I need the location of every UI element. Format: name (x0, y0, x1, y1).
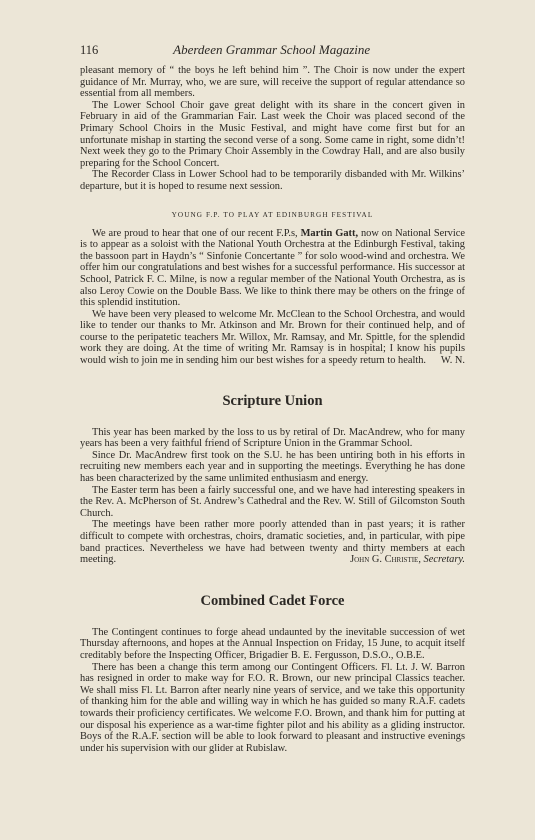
su-paragraph-1: This year has been marked by the loss to us by retiral of Dr. MacAndrew, who for many years has been a very faithful friend of Scripture Union in the Grammar School. (80, 426, 465, 450)
orchestra-p1-rest: now on National Service is to appear as a soloist with the National Youth Orchestra at the Edinburgh Festival, taking the bassoon part in Haydn’s “ Sinfonie Concertante ” for solo wood-wind and orchestra. We offer him our congratulations and best wishes for a successful performance. His successor at School, Patrick F. C. Milne, is now a regular member of the National Youth Orchestra, as is also Leroy Cowie on the Double Bass. We like to think there may be others on the fringe of this splendid institution. (80, 227, 465, 309)
choir-paragraph-2: The Lower School Choir gave great delight with its share in the concert given in February in aid of the Grammarian Fair. Last week the Choir was placed second of the Primary School Choirs in the Music Festival, and might have come first but for an unfortunate mishap in starting the second verse of a song. Some came in right, some didn’t! Next week they go to the Primary Choir Assembly in the Cowdray Hall, and are also busily preparing for the School Concert. (80, 99, 465, 169)
ccf-paragraph-1: The Contingent continues to forge ahead undaunted by the inevitable succession of wet Thursday afternoons, and hopes at the Annual Inspection on Friday, 15 June, to acquit itself creditably before the Inspecting Officer, Brigadier B. E. Fergusson, D.S.O., O.B.E. (80, 626, 465, 661)
su-paragraph-4 (80, 519, 465, 565)
choir-section (80, 65, 465, 193)
su-signoff (350, 554, 465, 566)
orchestra-p2-text: We have been very pleased to welcome Mr. McClean to the School Orchestra, and would like to tender our thanks to Mr. Atkinson and Mr. Brown for their continued help, and of course to the peripatetic teachers Mr. Willox, Mr. Ramsay, and Mr. Spittle, for the splendid work they are doing. At the time of writing Mr. Ramsay is in hospital; I know his pupils would wish to join me in sending him our best wishes for a speedy return to health. (80, 308, 465, 367)
su-paragraph-3: The Easter term has been a fairly successful one, and we have had interesting speakers in the Rev. A. McPherson of St. Andrew’s Cathedral and the Rev. W. Still of Gilcomston South Church. (80, 484, 465, 519)
ccf-paragraph-2: There has been a change this term among our Contingent Officers. Fl. Lt. J. W. Barron has resigned in order to make way for F.O. R. Brown, our new principal Classics teacher. We shall miss Fl. Lt. Barron after nearly nine years of service, and we take this opportunity of thanking him for the able and willing way in which he has guided so many R.A.F. cadets towards their proficiency certificates. We welcome F.O. Brown, and thank him for putting at our disposal his experience as a war-time fighter pilot and his ability as a gliding instructor. Boys of the R.A.F. section will be able to look forward to pleasant and instructive evenings under his supervision with our glider at Rubislaw. (80, 661, 465, 754)
su-signoff-name: John G. Christie, (350, 554, 421, 566)
choir-paragraph-1: pleasant memory of “ the boys he left behind him ”. The Choir is now under the expert guidance of Mr. Murray, who, we are sure, will receive the support of regular attendance so essential from all members. (80, 65, 465, 100)
orchestra-p1-start: We are proud to hear that one of our recent F.P.s, (92, 227, 301, 239)
scripture-union-section (80, 393, 465, 566)
scripture-union-title: Scripture Union (222, 392, 323, 409)
orchestra-heading: YOUNG F.P. TO PLAY AT EDINBURGH FESTIVAL (171, 210, 374, 219)
orchestra-paragraph-2 (80, 309, 465, 367)
cadet-force-section (80, 593, 465, 755)
su-paragraph-2: Since Dr. MacAndrew first took on the S.U. he has been untiring both in his efforts in recruiting new members each year and in supporting the meetings. Everything he has done has been characterized by the same unlimited enthusiasm and energy. (80, 449, 465, 485)
page-number: 116 (80, 43, 99, 57)
page-header (80, 42, 465, 58)
orchestra-paragraph-1 (80, 228, 465, 309)
choir-paragraph-3: The Recorder Class in Lower School had to be temporarily disbanded with Mr. Wilkins’ departure, but it is hoped to resume next session. (80, 169, 465, 192)
orchestra-signoff: W. N. (440, 355, 465, 367)
orchestra-section (80, 211, 465, 367)
su-p4-text: The meetings have been rather more poorly attended than in past years; it is rather difficult to compete with orchestras, choirs, dramatic societies, and, in particular, with pipe band practices. Nevertheless we have had between twenty and thirty members at each meeting. (80, 519, 465, 566)
cadet-force-title: Combined Cadet Force (200, 592, 345, 609)
running-title: Aberdeen Grammar School Magazine (173, 42, 371, 57)
fp-name: Martin Gatt, (300, 227, 359, 239)
su-signoff-role: Secretary. (423, 554, 465, 566)
